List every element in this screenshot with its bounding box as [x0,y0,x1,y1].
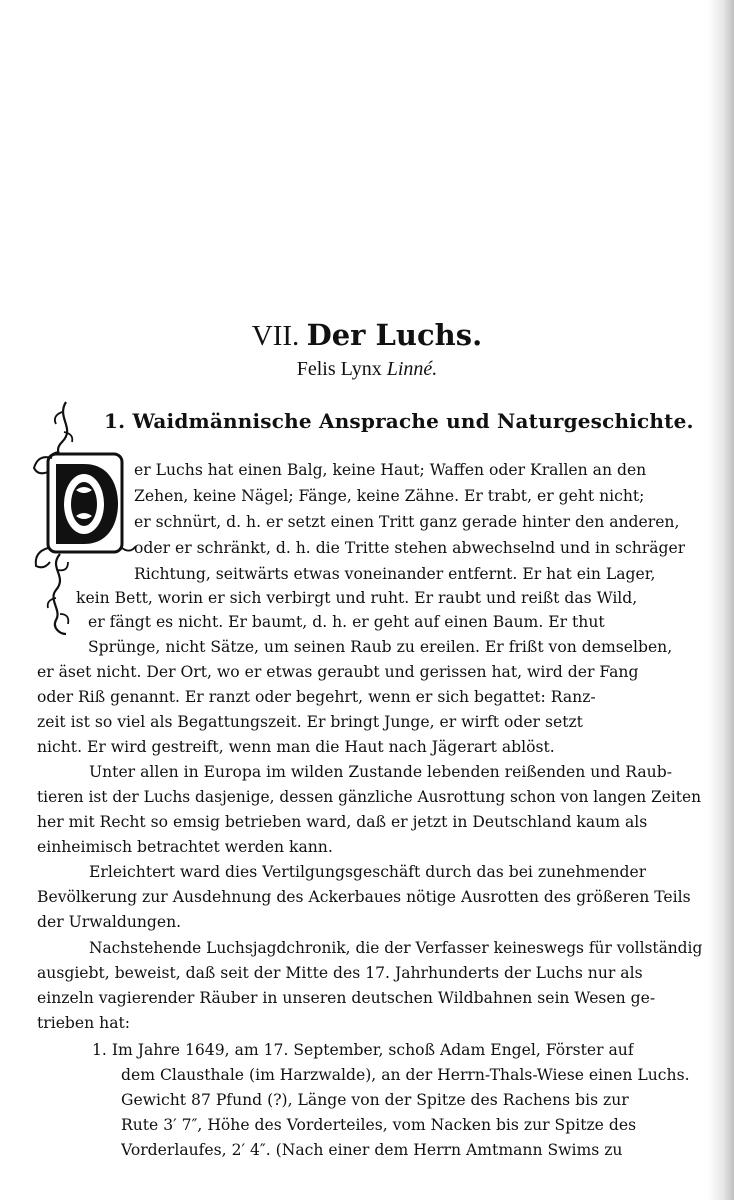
paragraph-4-line-3: einzeln vagierender Räuber in unseren deutschen Wildbahnen sein Wesen ge- [37,989,656,1007]
species-author: Linné. [386,358,438,380]
paragraph-1-line-9: er äset nicht. Der Ort, wo er etwas geraubt und gerissen hat, wird der Fang [37,663,639,681]
paragraph-1-line-11: zeit ist so viel als Begattungszeit. Er bringt Junge, er wirft oder setzt [37,713,583,731]
section-heading: 1. Waidmännische Ansprache und Naturgeschichte. [104,409,694,433]
list-item-1-line-3: Gewicht 87 Pfund (?), Länge von der Spitze des Rachens bis zur [121,1091,629,1109]
paragraph-1-line-4: oder er schränkt, d. h. die Tritte stehen abwechselnd und in schräger [134,539,686,557]
paragraph-4-line-1: Nachstehende Luchsjagdchronik, die der Verfasser keineswegs für vollständig [89,939,703,957]
paragraph-3-line-1: Erleichtert ward dies Vertilgungsgeschäft durch das bei zunehmender [89,863,647,881]
list-item-1-line-2: dem Clausthale (im Harzwalde), an der Herrn-Thals-Wiese einen Luchs. [121,1066,690,1084]
paragraph-1-line-10: oder Riß genannt. Er ranzt oder begehrt, wenn er sich begattet: Ranz- [37,688,596,706]
paragraph-1-line-8: Sprünge, nicht Sätze, um seinen Raub zu ereilen. Er frißt von demselben, [88,638,673,656]
paragraph-1-line-5: Richtung, seitwärts etwas voneinander entfernt. Er hat ein Lager, [134,565,656,583]
chapter-number: VII. [251,320,300,352]
paragraph-2-line-2: tieren ist der Luchs dasjenige, dessen gänzliche Ausrottung schon von langen Zeiten [37,788,701,806]
scientific-name [0,357,734,381]
paragraph-1-line-3: er schnürt, d. h. er setzt einen Tritt ganz gerade hinter den anderen, [134,513,680,531]
paragraph-2-line-3: her mit Recht so emsig betrieben ward, daß er jetzt in Deutschland kaum als [37,813,648,831]
paragraph-2-line-1: Unter allen in Europa im wilden Zustande lebenden reißenden und Raub- [89,763,672,781]
list-item-1-line-5: Vorderlaufes, 2′ 4″. (Nach einer dem Herrn Amtmann Swims zu [121,1141,623,1159]
paragraph-1-line-12: nicht. Er wird gestreift, wenn man die Haut nach Jägerart ablöst. [37,738,555,756]
list-item-1-line-1: 1. Im Jahre 1649, am 17. September, schoß Adam Engel, Förster auf [92,1041,634,1059]
paragraph-4-line-2: ausgiebt, beweist, daß seit der Mitte des 17. Jahrhunderts der Luchs nur als [37,964,643,982]
paragraph-4-line-4: trieben hat: [37,1014,131,1032]
species-name: Felis Lynx [296,358,382,380]
paragraph-1-line-1: er Luchs hat einen Balg, keine Haut; Waffen oder Krallen an den [134,461,647,479]
paragraph-1-line-2: Zehen, keine Nägel; Fänge, keine Zähne. Er trabt, er geht nicht; [134,487,645,505]
chapter-title [0,318,734,353]
paragraph-2-line-4: einheimisch betrachtet werden kann. [37,838,333,856]
paragraph-3-line-2: Bevölkerung zur Ausdehnung des Ackerbaues nötige Ausrotten des größeren Teils [37,888,691,906]
paragraph-1-line-7: er fängt es nicht. Er baumt, d. h. er geht auf einen Baum. Er thut [88,613,605,631]
paragraph-1-line-6: kein Bett, worin er sich verbirgt und ruht. Er raubt und reißt das Wild, [76,589,638,607]
list-item-1-line-4: Rute 3′ 7″, Höhe des Vorderteiles, vom Nacken bis zur Spitze des [121,1116,637,1134]
chapter-name: Der Luchs. [306,318,483,352]
paragraph-3-line-3: der Urwaldungen. [37,913,182,931]
page-edge-shadow [708,0,734,1200]
